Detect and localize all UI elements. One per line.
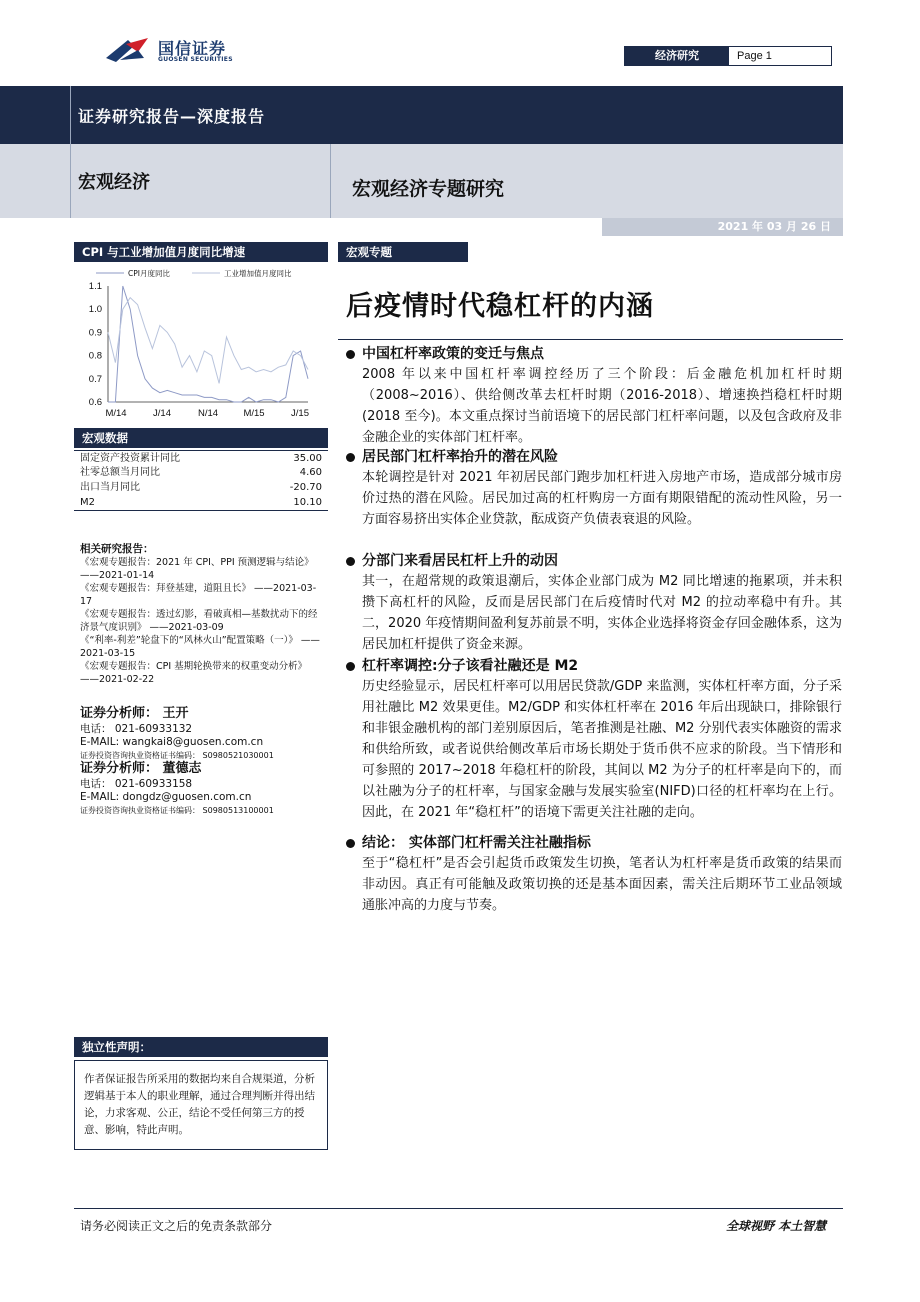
- article-section: [346, 447, 842, 530]
- article-section: [346, 344, 842, 448]
- section-heading: 结论： 实体部门杠杆需关注社融指标: [346, 833, 842, 853]
- cpi-chart: [74, 262, 328, 426]
- macro-label: 社零总额当月同比: [80, 467, 160, 478]
- y-tick-label: 0.7: [88, 373, 102, 385]
- article-section: [346, 551, 842, 655]
- slogan: 全球视野 本土智慧: [726, 1219, 827, 1233]
- related-report-link[interactable]: 《宏观专题报告：拜登基建，道阻且长》 ——2021-03-17: [80, 583, 317, 607]
- macro-label: M2: [80, 497, 95, 508]
- y-tick-label: 0.9: [88, 327, 102, 339]
- report-category: 宏观经济: [78, 172, 150, 193]
- declaration-text: 作者保证报告所采用的数据均来自合规渠道，分析逻辑基于本人的职业理解，通过合理判断并得出结论，力求客观、公正，结论不受任何第三方的授意、影响，特此声明。: [74, 1060, 328, 1150]
- section-body: 至于“稳杠杆”是否会引起货币政策发生切换，笔者认为杠杆率是货币政策的结果而非动因。真正有可能触及政策切换的还是基本面因素，需关注后期环节工业品领域通胀冲高的力度与节奏。: [362, 856, 842, 913]
- page-number: Page 1: [737, 50, 772, 62]
- section-heading: 居民部门杠杆率抬升的潜在风险: [346, 447, 842, 467]
- logo-mark-icon: [104, 36, 154, 64]
- analyst-email[interactable]: E-MAIL: dongdz@guosen.com.cn: [80, 791, 252, 803]
- related-reports-list: [80, 556, 326, 686]
- macro-row: [74, 450, 328, 465]
- report-type: 证券研究报告—深度报告: [78, 107, 266, 126]
- analyst-phone: 电话： 021-60933158: [80, 778, 193, 790]
- analyst-block: [80, 760, 330, 817]
- company-logo: [104, 34, 254, 68]
- section-body: 本轮调控是针对 2021 年初居民部门跑步加杠杆进入房地产市场，造成部分城市房价过热的潜在风险。居民加过高的杠杆购房一方面有期限错配的流动性风险，另一方面容易挤出实体企业贷款，酝成资产负债表衰退的风险。: [362, 470, 842, 527]
- analyst-name: 证券分析师： 王开: [80, 706, 189, 721]
- macro-label: 固定资产投资累计同比: [80, 453, 180, 464]
- x-tick-label: J/14: [153, 408, 171, 419]
- header-tag-box: [624, 46, 832, 66]
- report-date: 2021 年 03 月 26 日: [602, 218, 843, 236]
- related-report-link[interactable]: 《“利率-利差”轮盘下的“风林火山”配置策略（一）》 ——2021-03-15: [80, 635, 320, 659]
- macro-value: 35.00: [293, 453, 322, 464]
- series-line-industrial: [108, 298, 308, 384]
- related-report-link[interactable]: 《宏观专题报告：透过幻影，看破真相—基数扰动下的经济景气度识别》 ——2021-03-09: [80, 609, 318, 633]
- section-body: 其一，在超常规的政策退潮后，实体企业部门成为 M2 同比增速的拖累项，并未积攒下高杠杆的风险，反而是居民部门在后疫情时代对 M2 的拉动率稳中有升。其二，2020 年疫情期间盈利复苏前景不明，实体企业选择将资金存回金融体系，这为居民加杠杆提供了资金来源。: [362, 574, 842, 652]
- divider: [70, 144, 71, 218]
- macro-value: 4.60: [299, 467, 322, 478]
- x-tick-label: N/14: [197, 408, 219, 419]
- y-tick-label: 1.0: [88, 304, 102, 316]
- disclaimer-note: 请务必阅读正文之后的免责条款部分: [80, 1219, 273, 1233]
- article-section: [346, 833, 842, 916]
- section-heading: 杠杆率调控:分子该看社融还是 M2: [346, 656, 842, 676]
- y-tick-label: 0.8: [88, 350, 102, 362]
- report-series: 宏观经济专题研究: [352, 178, 505, 200]
- macro-row: [74, 465, 328, 480]
- macro-label: 出口当月同比: [80, 482, 140, 493]
- legend-label: CPI月度同比: [128, 269, 170, 278]
- macro-table: [74, 450, 328, 511]
- divider: [70, 86, 71, 144]
- section-body: 2008 年以来中国杠杆率调控经历了三个阶段：后金融危机加杠杆时期（2008~2016）、供给侧改革去杠杆时期（2016-2018）、增速换挡稳杠杆时期(2018 至今)。本文重点探讨当前语境下的居民部门杠杆率问题，以及包含政府及非金融企业的实体部门杠杆率。: [362, 367, 842, 445]
- macro-title: 宏观数据: [74, 428, 328, 448]
- y-tick-label: 0.6: [88, 397, 102, 408]
- series-line-cpi: [108, 286, 308, 402]
- section-heading: 分部门来看居民杠杆上升的动因: [346, 551, 842, 571]
- analyst-name: 证券分析师： 董德志: [80, 761, 202, 776]
- x-tick-label: J/15: [291, 408, 309, 419]
- related-reports-title: 相关研究报告：: [80, 543, 154, 555]
- macro-value: -20.70: [289, 482, 322, 493]
- macro-row: [74, 495, 328, 510]
- analyst-cert: 证券投资咨询执业资格证书编码： S0980521030001: [80, 751, 274, 760]
- article-section: [346, 656, 842, 823]
- category-band: [0, 144, 843, 218]
- macro-row: [74, 480, 328, 495]
- chart-svg: [74, 262, 328, 426]
- chart-title: CPI 与工业增加值月度同比增速: [74, 242, 328, 262]
- x-tick-label: M/14: [105, 408, 127, 419]
- analyst-cert: 证券投资咨询执业资格证书编码： S0980513100001: [80, 806, 274, 815]
- topic-tag: 宏观专题: [338, 242, 468, 262]
- legend-label: 工业增加值月度同比: [224, 269, 292, 278]
- y-tick-label: 1.1: [88, 281, 102, 292]
- title-rule: [338, 339, 843, 340]
- analyst-phone: 电话： 021-60933132: [80, 723, 193, 735]
- section-body: 历史经验显示，居民杠杆率可以用居民贷款/GDP 来监测，实体杠杆率方面，分子采用社融比 M2 效果更佳。M2/GDP 和实体杠杆率在 2016 年后出现缺口，排除银行和非银金融机构的部门差别原因后，笔者推测是社融、M2 分别代表实体融资的需求和供给所致，或者说供给侧改革后市场长期处于货币供不应求的阶段。当下情形和可参照的 2017~2018 年稳杠杆的阶段，其间以 M2 为分子的杠杆率是向下的，而以社融为分子的杠杆率，与国家金融与发展实验室(NIFD)口径的杠杆率均在上行。因此，在 2021 年“稳杠杆”的语境下需更关注社融的走向。: [362, 679, 842, 820]
- macro-value: 10.10: [293, 497, 322, 508]
- related-report-link[interactable]: 《宏观专题报告：CPI 基期轮换带来的权重变动分析》 ——2021-02-22: [80, 661, 308, 685]
- analyst-block: [80, 705, 330, 762]
- header-tag: 经济研究: [625, 47, 729, 65]
- related-report-link[interactable]: 《宏观专题报告：2021 年 CPI、PPI 预测逻辑与结论》 ——2021-01-14: [80, 557, 314, 581]
- x-tick-label: M/15: [243, 408, 265, 419]
- divider: [330, 144, 331, 218]
- logo-text-cn: 国信证券: [158, 39, 227, 58]
- article-title: 后疫情时代稳杠杆的内涵: [346, 291, 654, 322]
- footer-rule: [74, 1208, 843, 1209]
- logo-text-en: GUOSEN SECURITIES: [158, 56, 233, 63]
- report-type-band: [0, 86, 843, 144]
- declaration-title: 独立性声明：: [74, 1037, 328, 1057]
- section-heading: 中国杠杆率政策的变迁与焦点: [346, 344, 842, 364]
- analyst-email[interactable]: E-MAIL: wangkai8@guosen.com.cn: [80, 736, 264, 748]
